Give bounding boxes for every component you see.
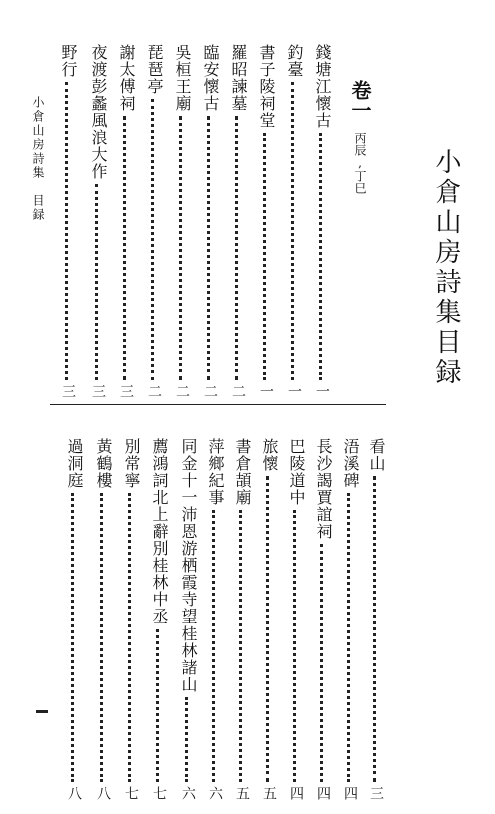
leader-dots <box>320 544 327 782</box>
leader-dots <box>185 697 192 782</box>
leader-dots <box>239 510 246 782</box>
toc-entry-page: 五 <box>261 786 277 800</box>
toc-entry-title: 巴陵道中 <box>287 438 306 506</box>
toc-entry-page: 一 <box>258 384 274 398</box>
toc-entry[interactable] <box>284 44 304 398</box>
toc-entry[interactable] <box>340 438 360 800</box>
toc-entry[interactable] <box>116 44 136 398</box>
leader-dots <box>151 99 158 380</box>
toc-entry-title: 吳桓王廟 <box>173 44 192 112</box>
toc-entry-page: 六 <box>207 786 223 800</box>
toc-entry-page: 三 <box>90 384 106 398</box>
toc-entry-page: 五 <box>234 786 250 800</box>
toc-entry[interactable] <box>313 438 333 800</box>
toc-entry-page: 三 <box>118 384 134 398</box>
leader-dots <box>179 116 186 380</box>
spine-text: 小倉山房詩集 目録 <box>31 96 45 222</box>
toc-entry[interactable] <box>232 438 252 800</box>
leader-dots <box>266 476 273 782</box>
toc-entry-title: 錢塘江懷古 <box>313 44 332 129</box>
toc-entry-title: 同金十一沛恩游栖霞寺望桂林諸山 <box>179 438 198 693</box>
toc-entry-title: 長沙謁賈誼祠 <box>314 438 333 540</box>
section-divider <box>50 404 386 405</box>
toc-entry-title: 書子陵祠堂 <box>257 44 276 129</box>
toc-entry-page: 二 <box>230 384 246 398</box>
toc-entry[interactable] <box>200 44 220 398</box>
toc-entry[interactable] <box>178 438 198 800</box>
leader-dots <box>95 184 102 380</box>
toc-entry[interactable] <box>58 44 78 398</box>
toc-entry-page: 三 <box>60 384 76 398</box>
toc-entry-page: 七 <box>151 786 167 800</box>
toc-entry-title: 過洞庭 <box>65 438 84 489</box>
leader-dots <box>235 116 242 380</box>
toc-entry[interactable] <box>93 438 113 800</box>
leader-dots <box>319 133 326 380</box>
toc-entry-title: 野行 <box>59 44 78 78</box>
toc-entry-title: 萍鄉紀事 <box>206 438 225 506</box>
toc-entry[interactable] <box>88 44 108 398</box>
leader-dots <box>373 476 380 782</box>
toc-entry-title: 浯溪碑 <box>341 438 360 489</box>
toc-entry-page: 七 <box>123 786 139 800</box>
leader-dots <box>263 133 270 380</box>
toc-entry-title: 羅昭諫墓 <box>229 44 248 112</box>
juan-label: 卷一 <box>348 80 372 120</box>
toc-entry[interactable] <box>256 44 276 398</box>
toc-entry[interactable] <box>64 438 84 800</box>
toc-entry-title: 琵琶亭 <box>145 44 164 95</box>
leader-dots <box>156 629 163 782</box>
toc-entry-title: 旅懷 <box>260 438 279 472</box>
page-dash <box>36 710 48 713</box>
leader-dots <box>128 493 135 782</box>
toc-entry-page: 八 <box>95 786 111 800</box>
leader-dots <box>293 510 300 782</box>
toc-entry-title: 別常寧 <box>122 438 141 489</box>
leader-dots <box>123 116 130 380</box>
toc-entry-title: 看山 <box>367 438 386 472</box>
toc-entry[interactable] <box>149 438 169 800</box>
leader-dots <box>212 510 219 782</box>
toc-entry-page: 一 <box>314 384 330 398</box>
leader-dots <box>291 82 298 380</box>
toc-entry-title: 釣臺 <box>285 44 304 78</box>
toc-entry[interactable] <box>144 44 164 398</box>
toc-entry-page: 八 <box>66 786 82 800</box>
toc-entry-page: 二 <box>202 384 218 398</box>
toc-entry-page: 六 <box>180 786 196 800</box>
toc-entry-title: 臨安懷古 <box>201 44 220 112</box>
toc-entry-page: 二 <box>146 384 162 398</box>
toc-entry-title: 謝太傅祠 <box>117 44 136 112</box>
juan-subtitle: 丙辰,丁巳 <box>353 132 367 194</box>
leader-dots <box>347 493 354 782</box>
toc-entry[interactable] <box>259 438 279 800</box>
leader-dots <box>71 493 78 782</box>
toc-entry[interactable] <box>286 438 306 800</box>
toc-entry[interactable] <box>172 44 192 398</box>
toc-entry-title: 書倉頡廟 <box>233 438 252 506</box>
toc-entry-page: 二 <box>174 384 190 398</box>
toc-entry-page: 三 <box>368 786 384 800</box>
toc-entry[interactable] <box>205 438 225 800</box>
toc-entry-page: 四 <box>315 786 331 800</box>
toc-entry[interactable] <box>121 438 141 800</box>
toc-entry-title: 黃鶴樓 <box>94 438 113 489</box>
toc-entry-title: 薦鴻詞北上辭別桂林中丞 <box>150 438 169 625</box>
toc-entry-page: 四 <box>342 786 358 800</box>
leader-dots <box>207 116 214 380</box>
toc-entry-page: 一 <box>286 384 302 398</box>
leader-dots <box>100 493 107 782</box>
toc-entry-page: 四 <box>288 786 304 800</box>
toc-entry-title: 夜渡彭蠡風浪大作 <box>89 44 108 180</box>
toc-entry[interactable] <box>228 44 248 398</box>
toc-entry[interactable] <box>366 438 386 800</box>
toc-entry[interactable] <box>312 44 332 398</box>
leader-dots <box>65 82 72 380</box>
page-title: 小倉山房詩集目録 <box>431 148 461 388</box>
